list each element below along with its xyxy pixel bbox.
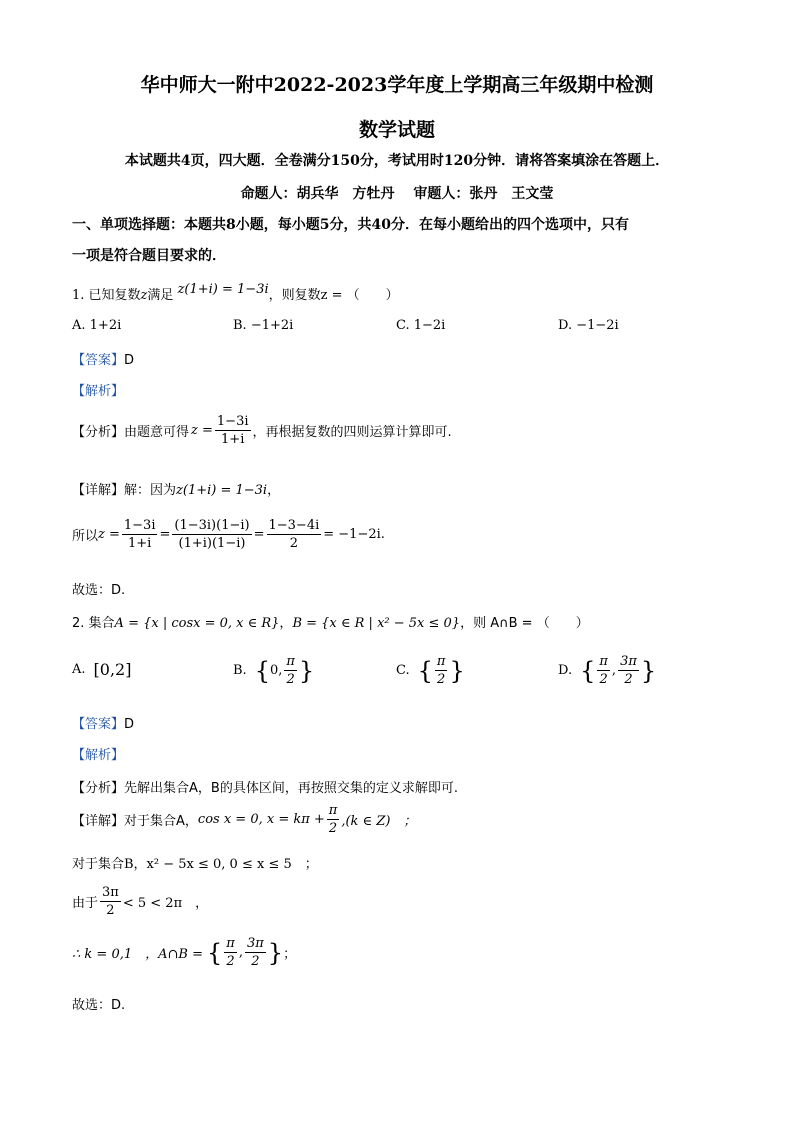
q1-stem-mid: 满足 [147, 288, 174, 303]
q2-option-b-pre: 0, [269, 663, 283, 678]
q2-answer-value: D [124, 717, 135, 732]
q1-calc-fraction-1 [122, 518, 158, 551]
q2-option-d-fraction-2 [618, 654, 639, 687]
q1-detail-text: 解：因为 [124, 483, 177, 498]
q1-calc-f2-num: (1−3i)(1−i) [174, 518, 250, 533]
q1-calc-f1-num: 1−3i [123, 518, 156, 533]
q1-fenxi [72, 414, 452, 447]
q1-fenxi-denominator: 1+i [221, 432, 245, 447]
q2-detail-label: 【详解】 [72, 814, 125, 829]
q2-option-c-label: C. [396, 663, 410, 678]
q2-set-b: B = {x ∈ R | x² − 5x ≤ 0} [292, 616, 461, 631]
q2-detail-num: π [328, 803, 338, 818]
q2-k-den2: 2 [251, 954, 260, 969]
q1-detail-end: ， [267, 483, 281, 498]
q2-answer-label: 【答案】 [72, 717, 125, 732]
q1-answer-value: D [124, 353, 135, 368]
q1-so: 所以 [72, 529, 99, 544]
q1-calc-f3-num: 1−3−4i [268, 518, 320, 533]
q1-answer-label: 【答案】 [72, 353, 125, 368]
q2-option-d-den2: 2 [624, 672, 633, 687]
q2-fenxi [72, 777, 458, 796]
q1-option-b: B. −1+2i [233, 318, 294, 333]
q2-k-num1: π [226, 936, 235, 951]
q1-calculation: 所以 z = $\frac{1-3i}{1+i}$ = $\frac{(1-3i)(1-i)}{(1+i)(1-i)}$ = $\frac{1-3-4i}{2}$ = −1−2i . [72, 518, 385, 551]
q1-stem-equation: z(1+i) = 1−3i [177, 282, 269, 297]
q2-k-end: ； [283, 947, 297, 962]
q1-stem-tail: z = （ ） [320, 288, 399, 303]
q2-stem-suffix: ，则 A∩B = （ ） [460, 616, 589, 631]
q1-option-c: C. 1−2i [396, 318, 446, 333]
q2-option-b-num: π [286, 654, 295, 669]
q2-option-b-label: B. [233, 663, 247, 678]
q1-answer [72, 349, 134, 368]
q1-option-d: D. −1−2i [558, 318, 619, 333]
question-1-stem [72, 284, 399, 303]
q1-calc-result: = −1−2i [323, 527, 381, 542]
q2-k-line: ∴ k = 0,1 ，A∩B = { $\frac{\pi}{2}$ , $\frac{3\pi}{2}$ } ； [72, 936, 297, 969]
q1-choose: 故选：D. [72, 583, 126, 598]
q1-fenxi-pre: 由题意可得 [124, 425, 190, 440]
exam-subtitle: 数学试题 [358, 119, 435, 141]
q2-option-d-den1: 2 [599, 672, 608, 687]
q1-calc-period: . [380, 527, 385, 542]
q2-option-a-value: [0,2] [93, 660, 132, 679]
q1-calc-f1-den: 1+i [128, 536, 152, 551]
q1-calc-fraction-3 [267, 518, 322, 551]
q2-option-a [72, 660, 131, 679]
q2-detail-tail: ,(k ∈ Z) ； [341, 814, 417, 829]
q2-k-text: ∴ k = 0,1 ，A∩B = [72, 947, 203, 962]
q1-stem-suffix: ，则复数 [268, 288, 321, 303]
q2-analysis-label: 【解析】 [72, 748, 125, 763]
q1-stem-prefix: 1. 已知复数 [72, 288, 141, 303]
q1-fenxi-numerator: 1−3i [216, 414, 249, 429]
q1-calc-f3-den: 2 [289, 536, 299, 551]
q2-option-c-fraction [435, 654, 448, 687]
q2-detail-pre: 对于集合A， [124, 814, 198, 829]
q2-detail-fraction [327, 803, 340, 836]
q2-option-a-label: A. [72, 662, 86, 677]
q1-calc-f2-den: (1+i)(1−i) [178, 536, 246, 551]
q1-fenxi-label: 【分析】 [72, 425, 125, 440]
q2-since-den: 2 [106, 903, 115, 918]
q2-since-num: 3π [102, 885, 119, 900]
q2-since-line [72, 885, 208, 918]
exam-authors: 命题人：胡兵华 方牡丹 审题人：张丹 王文莹 [240, 186, 554, 202]
q2-k-fraction-2 [245, 936, 266, 969]
q1-calc-z: z = [98, 527, 120, 542]
exam-title: 华中师大一附中2022-2023学年度上学期高三年级期中检测 [140, 74, 654, 96]
q2-option-c-num: π [436, 654, 446, 669]
q2-k-den1: 2 [226, 954, 235, 969]
q2-detail-equation: cos x = 0, x = kπ + [197, 812, 325, 827]
q2-option-d-num1: π [599, 654, 608, 669]
q1-detail [72, 479, 280, 498]
q1-detail-label: 【详解】 [72, 483, 125, 498]
q2-option-d-fraction-1 [597, 654, 610, 687]
q2-fenxi-label: 【分析】 [72, 781, 125, 796]
q2-answer [72, 713, 134, 732]
q2-detail-den: 2 [328, 821, 338, 836]
q2-option-d-num2: 3π [620, 654, 637, 669]
q2-detail [72, 803, 416, 836]
exam-instructions: 本试题共4页，四大题．全卷满分150分，考试用时120分钟．请将答案填涂在答题上． [124, 153, 670, 169]
q2-since-fraction [100, 885, 121, 918]
q2-option-b: B. { 0, $\frac{\pi}{2}$ } [233, 654, 315, 687]
q2-option-d-label: D. [558, 663, 573, 678]
q2-since-pre: 由于 [72, 896, 99, 911]
q2-option-d: D. { $\frac{\pi}{2}$ , $\frac{3\pi}{2}$ } [558, 654, 657, 687]
section-heading-line1: 一、单项选择题：本题共8小题，每小题5分，共40分．在每小题给出的四个选项中，只有 [72, 217, 629, 233]
q2-k-fraction-1 [224, 936, 237, 969]
q2-k-num2: 3π [246, 936, 264, 951]
q2-option-b-den: 2 [286, 672, 295, 687]
q2-option-b-fraction [284, 654, 297, 687]
q2-option-c: C. { $\frac{\pi}{2}$ } [396, 654, 465, 687]
q1-analysis-label: 【解析】 [72, 384, 125, 399]
q1-option-a: A. 1+2i [72, 318, 122, 333]
q2-set-b-line: 对于集合B，x² − 5x ≤ 0, 0 ≤ x ≤ 5 ； [72, 857, 318, 872]
q1-detail-equation: z(1+i) = 1−3i [176, 483, 268, 498]
q2-choose: 故选：D. [72, 998, 126, 1013]
q2-comma: ， [279, 616, 293, 631]
q1-fenxi-post: ，再根据复数的四则运算计算即可. [252, 425, 452, 440]
q2-stem-prefix: 2. 集合 [72, 616, 115, 631]
q2-fenxi-text: 先解出集合A，B的具体区间，再按照交集的定义求解即可. [124, 781, 458, 796]
q1-fenxi-z: z = [191, 423, 213, 438]
q1-calc-fraction-2 [172, 518, 251, 551]
q2-option-c-den: 2 [437, 672, 446, 687]
question-2-stem [72, 612, 589, 631]
q2-set-a: A = {x | cosx = 0, x ∈ R} [114, 616, 280, 631]
q1-stem-var: z [140, 288, 148, 303]
q1-fenxi-fraction [215, 414, 251, 447]
q2-since-post: < 5 < 2π ， [122, 896, 209, 911]
section-heading-line2: 一项是符合题目要求的． [72, 248, 226, 264]
